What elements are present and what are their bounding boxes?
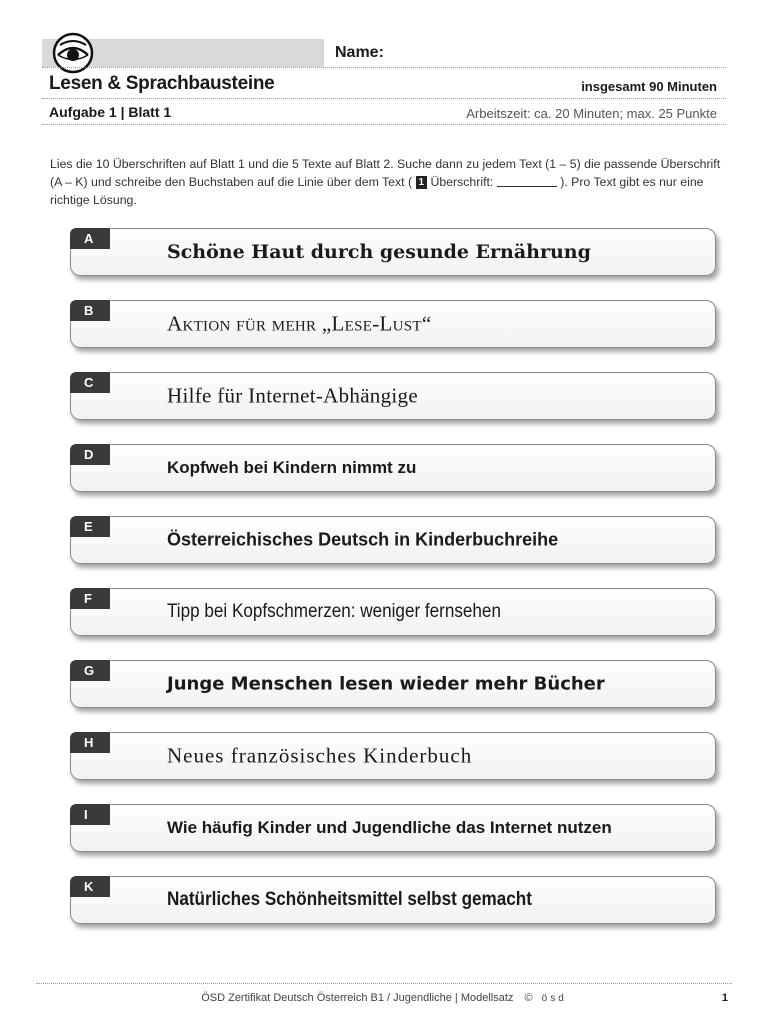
osd-logo: ösd xyxy=(541,993,567,1004)
page-number: 1 xyxy=(721,992,728,1004)
instructions xyxy=(50,155,730,209)
heading-text: Junge Menschen lesen wieder mehr Bücher xyxy=(167,673,605,695)
letter-tag: E xyxy=(70,516,110,537)
footer-divider xyxy=(36,983,732,984)
eye-icon xyxy=(49,31,99,77)
heading-item-d xyxy=(70,444,716,492)
total-time: insgesamt 90 Minuten xyxy=(581,79,717,94)
name-label: Name: xyxy=(335,44,384,61)
letter-tag: C xyxy=(70,372,110,393)
letter-tag: A xyxy=(70,228,110,249)
divider xyxy=(42,124,726,125)
heading-item-h xyxy=(70,732,716,780)
answer-line xyxy=(497,175,557,187)
divider xyxy=(42,67,726,68)
instructions-part1: Lies die 10 Überschriften auf Blatt 1 und die 5 Texte auf Blatt 2. Suche dann zu jedem Text (1 – 5) die passende Überschrift (A – K) und schreibe den Buchstaben auf die Linie über dem Text ( xyxy=(50,157,721,189)
footer xyxy=(0,992,768,1004)
divider xyxy=(42,98,726,99)
letter-tag: K xyxy=(70,876,110,897)
heading-item-e xyxy=(70,516,716,564)
letter-tag: B xyxy=(70,300,110,321)
letter-tag: D xyxy=(70,444,110,465)
heading-item-f xyxy=(70,588,716,636)
heading-item-b xyxy=(70,300,716,348)
heading-item-i xyxy=(70,804,716,852)
heading-text: Hilfe für Internet-Abhängige xyxy=(167,383,418,408)
heading-text: Wie häufig Kinder und Jugendliche das Internet nutzen xyxy=(167,818,612,837)
heading-item-g xyxy=(70,660,716,708)
number-box: 1 xyxy=(416,176,428,189)
heading-text: Aktion für mehr „Lese-Lust“ xyxy=(167,311,432,336)
letter-tag: H xyxy=(70,732,110,753)
page-title: Lesen & Sprachbausteine xyxy=(49,73,275,94)
heading-item-k xyxy=(70,876,716,924)
heading-item-a xyxy=(70,228,716,276)
heading-item-c xyxy=(70,372,716,420)
heading-text: Tipp bei Kopfschmerzen: weniger fernsehen xyxy=(167,601,501,622)
heading-text: Schöne Haut durch gesunde Ernährung xyxy=(167,241,591,263)
instructions-part3: ). Pro Text gibt es nur eine richtige Lösung. xyxy=(50,175,704,207)
heading-text: Kopfweh bei Kindern nimmt zu xyxy=(167,458,417,477)
work-time: Arbeitszeit: ca. 20 Minuten; max. 25 Punkte xyxy=(466,106,717,121)
footer-text: ÖSD Zertifikat Deutsch Österreich B1 / Jugendliche | Modellsatz xyxy=(201,992,514,1004)
instructions-part2: Überschrift: xyxy=(430,175,494,189)
letter-tag: I xyxy=(70,804,110,825)
letter-tag: G xyxy=(70,660,110,681)
copyright-symbol: © xyxy=(524,992,533,1004)
heading-text: Neues französisches Kinderbuch xyxy=(167,743,473,768)
task-label: Aufgabe 1 | Blatt 1 xyxy=(49,104,172,120)
letter-tag: F xyxy=(70,588,110,609)
heading-text: Österreichisches Deutsch in Kinderbuchreihe xyxy=(167,529,559,550)
heading-text: Natürliches Schönheitsmittel selbst gemacht xyxy=(167,889,532,910)
